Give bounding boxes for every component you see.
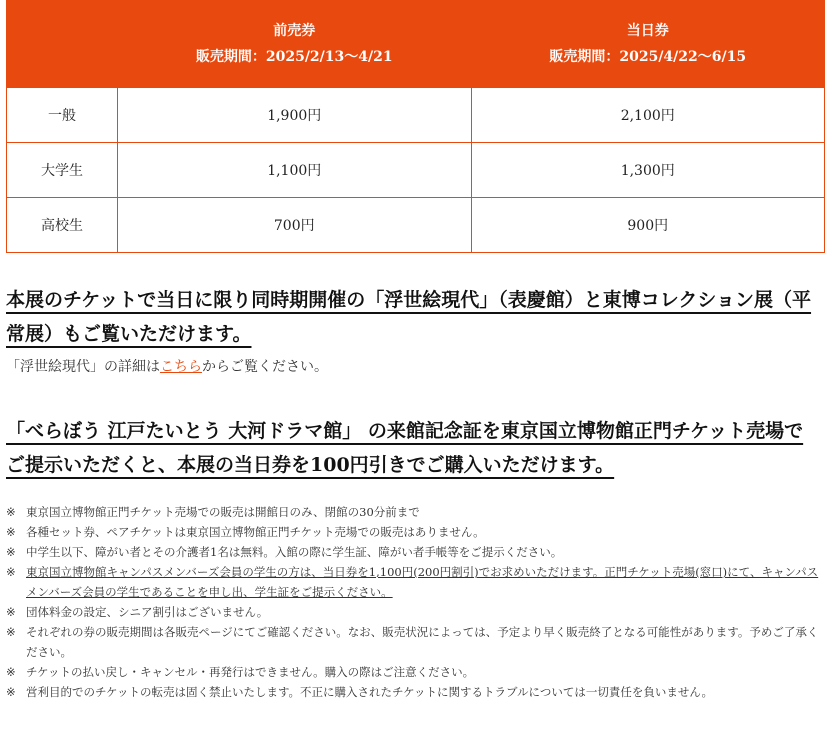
header-advance-ticket	[118, 1, 472, 88]
notes-list	[6, 502, 822, 702]
note-mark: ※	[6, 665, 16, 679]
row-label-general: 一般	[7, 88, 118, 143]
notice-collection-access	[6, 283, 821, 351]
table-row-university	[7, 143, 825, 198]
table-header-row	[7, 1, 825, 88]
note-text: チケットの払い戻し・キャンセル・再発行はできません。購入の際はご注意ください。	[26, 665, 475, 679]
row-label-university: 大学生	[7, 143, 118, 198]
price-general-advance: 1,900円	[118, 88, 472, 143]
header-sameday-ticket	[471, 1, 825, 88]
note-text: 各種セット券、ペアチケットは東京国立博物館正門チケット売場での販売はありません。	[26, 525, 485, 539]
note-item	[6, 662, 822, 682]
note-item	[6, 562, 822, 602]
advance-ticket-period: 販売期間：2025/2/13〜4/21	[195, 49, 393, 65]
notice-collection-access-text: 本展のチケットで当日に限り同時期開催の「浮世絵現代」（表慶館）と東博コレクション展（平常展）もご覧いただけます。	[6, 289, 812, 345]
price-highschool-sameday: 900円	[471, 198, 825, 253]
note-item	[6, 522, 822, 542]
detail-link[interactable]: こちら	[160, 359, 202, 375]
price-general-sameday: 2,100円	[471, 88, 825, 143]
note-mark: ※	[6, 625, 16, 639]
sameday-ticket-name: 当日券	[626, 23, 669, 39]
note-item	[6, 502, 822, 522]
notice-discount	[6, 414, 821, 482]
note-mark: ※	[6, 505, 16, 519]
note-mark: ※	[6, 685, 16, 699]
note-mark: ※	[6, 525, 16, 539]
ticket-price-table	[6, 0, 825, 253]
note-text: それぞれの券の販売期間は各販売ページにてご確認ください。なお、販売状況によっては、予定より早く販売終了となる可能性があります。予めご了承ください。	[26, 625, 819, 659]
note-text: 団体料金の設定、シニア割引はございません。	[26, 605, 269, 619]
table-row-highschool	[7, 198, 825, 253]
ukiyoe-detail-line	[6, 356, 328, 376]
price-university-sameday: 1,300円	[471, 143, 825, 198]
note-text: 中学生以下、障がい者とその介護者1名は無料。入館の際に学生証、障がい者手帳等をご提示ください。	[26, 545, 563, 559]
note-mark: ※	[6, 545, 16, 559]
note-text-campus-members: 東京国立博物館キャンパスメンバーズ会員の学生の方は、当日券を1,100円(200円割引)でお求めいただけます。正門チケット売場(窓口)にて、キャンパスメンバーズ会員の学生であることを申し出、学生証をご提示ください。	[26, 565, 819, 599]
sameday-ticket-period: 販売期間：2025/4/22〜6/15	[549, 49, 747, 65]
note-item	[6, 682, 822, 702]
note-item	[6, 542, 822, 562]
row-label-highschool: 高校生	[7, 198, 118, 253]
note-text: 東京国立博物館正門チケット売場での販売は開館日のみ、閉館の30分前まで	[26, 505, 420, 519]
table-corner-cell	[7, 1, 118, 88]
table-row-general	[7, 88, 825, 143]
detail-prefix: 「浮世絵現代」の詳細は	[6, 359, 160, 375]
price-university-advance: 1,100円	[118, 143, 472, 198]
detail-suffix: からご覧ください。	[202, 359, 328, 375]
note-text: 営利目的でのチケットの転売は固く禁止いたします。不正に購入されたチケットに関するトラブルについては一切責任を負いません。	[26, 685, 714, 699]
price-highschool-advance: 700円	[118, 198, 472, 253]
advance-ticket-name: 前売券	[273, 23, 316, 39]
note-item	[6, 622, 822, 662]
note-mark: ※	[6, 605, 16, 619]
notice-discount-text: 「べらぼう 江戸たいとう 大河ドラマ館」 の来館記念証を東京国立博物館正門チケット売場でご提示いただくと、本展の当日券を100円引きでご購入いただけます。	[6, 420, 804, 476]
note-mark: ※	[6, 565, 16, 579]
note-item	[6, 602, 822, 622]
